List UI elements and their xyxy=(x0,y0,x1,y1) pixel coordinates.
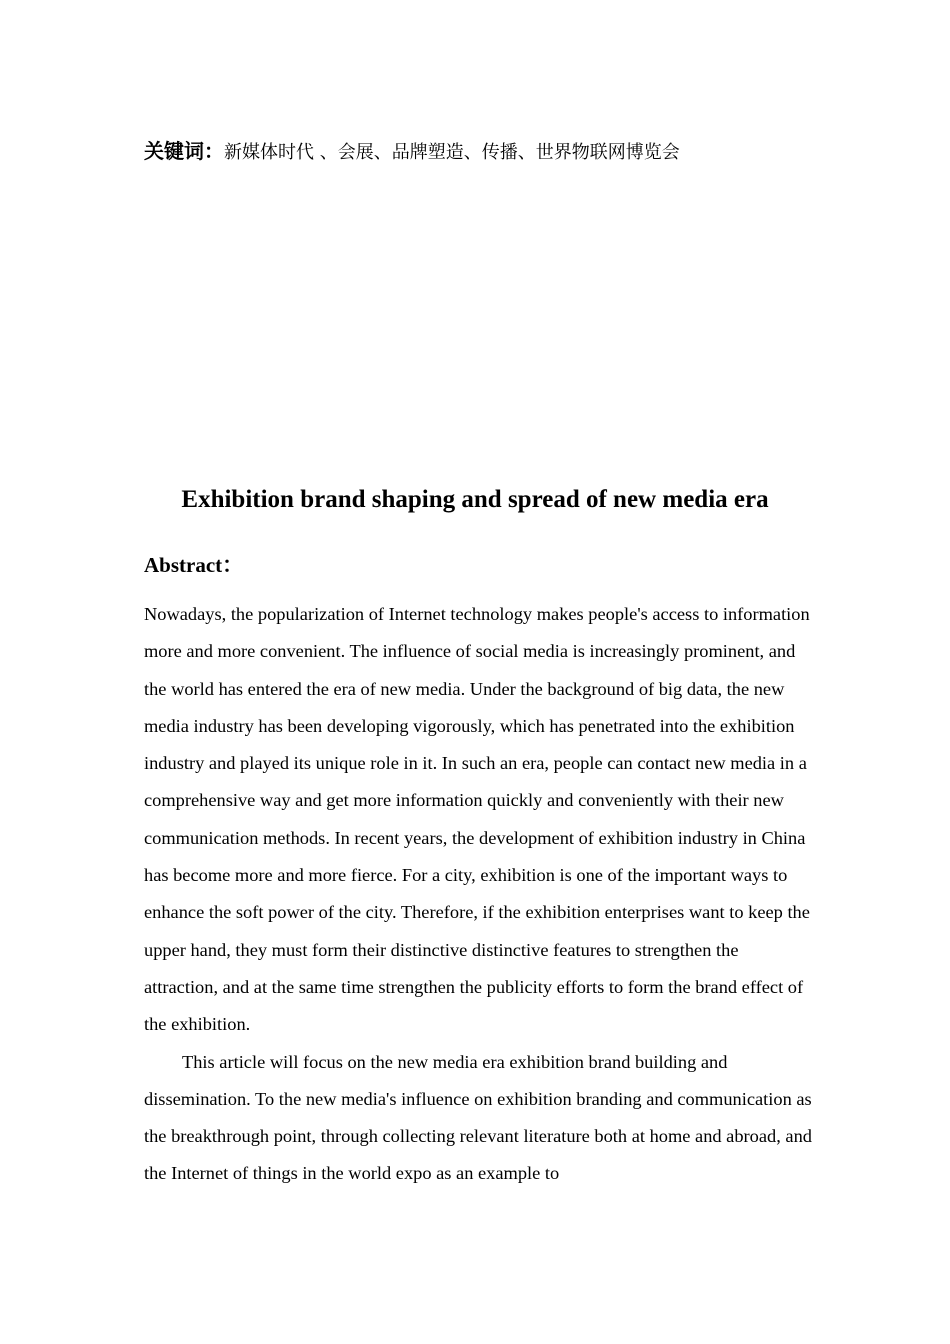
abstract-body xyxy=(144,596,812,1193)
keywords-line xyxy=(144,136,824,168)
abstract-paragraph-2: This article will focus on the new media era exhibition brand building and dissemination. To the new media's influence on exhibition branding and communication as the breakthrough point, through collecting relevant literature both at home and abroad, and the Internet of things in the world expo as an example to xyxy=(144,1051,812,1184)
abstract-paragraph-1: Nowadays, the popularization of Internet technology makes people's access to information more and more convenient. The influence of social media is increasingly prominent, and the world has entered the era of new media. Under the background of big data, the new media industry has been developing vigorously, which has penetrated into the exhibition industry and played its unique role in it. In such an era, people can contact new media in a comprehensive way and get more information quickly and conveniently with their new communication methods. In recent years, the development of exhibition industry in China has become more and more fierce. For a city, exhibition is one of the important ways to enhance the soft power of the city. Therefore, if the exhibition enterprises want to keep the upper hand, they must form their distinctive distinctive features to strengthen the attraction, and at the same time strengthen the publicity efforts to form the brand effect of the exhibition. xyxy=(144,604,810,1035)
english-title: Exhibition brand shaping and spread of new media era xyxy=(181,486,769,513)
keywords-label: 关键词： xyxy=(144,139,224,163)
keywords-list: 新媒体时代 、会展、品牌塑造、传播、世界物联网博览会 xyxy=(224,142,680,163)
abstract-heading: Abstract： xyxy=(144,553,244,577)
